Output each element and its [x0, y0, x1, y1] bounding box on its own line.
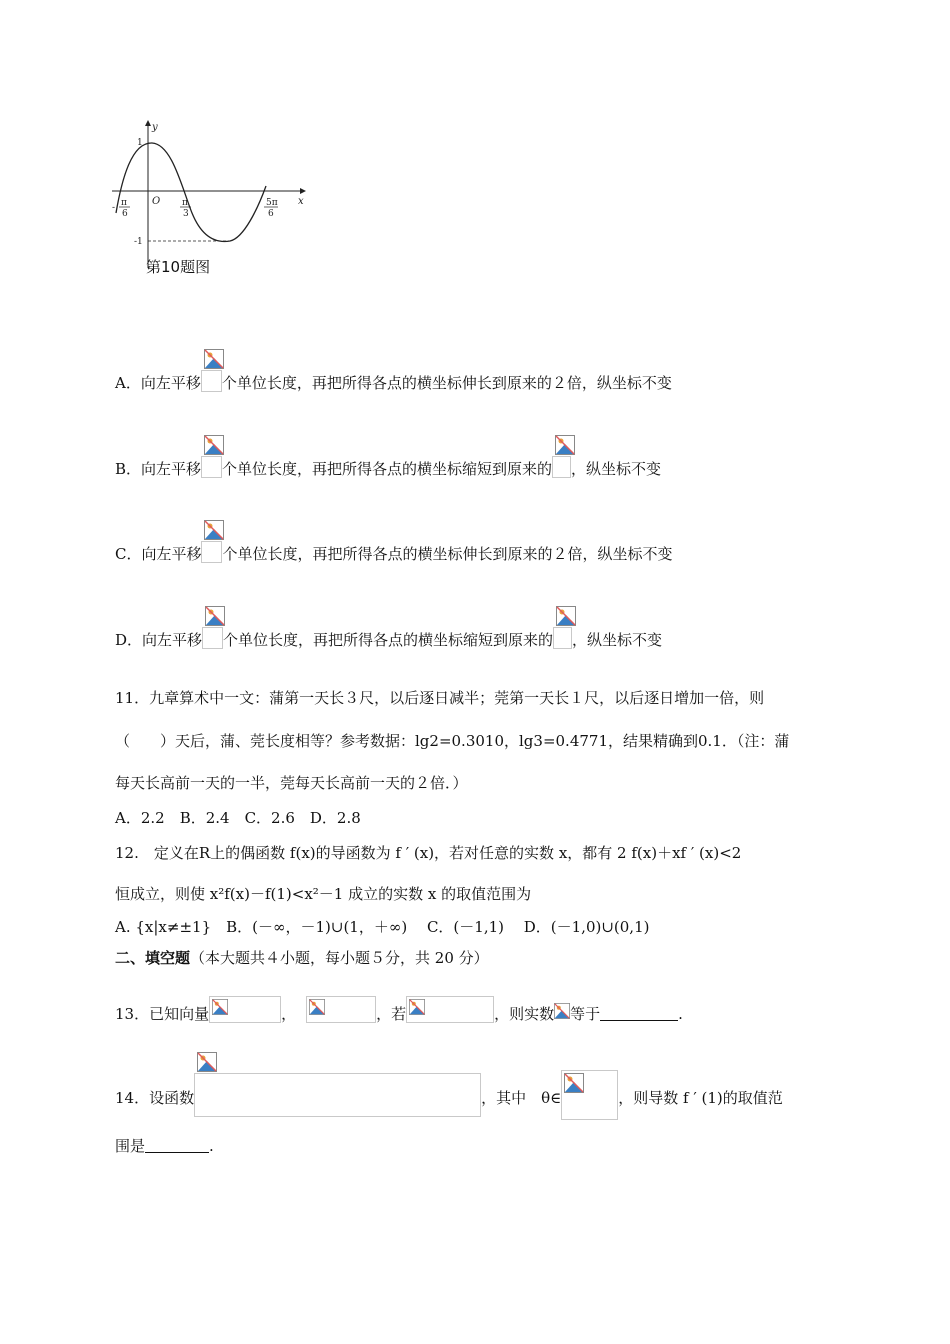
q13-mid: ，则实数: [494, 1005, 555, 1023]
q12-line-2: 恒成立，则使 x²f(x)－f(1)<x²－1 成立的实数 x 的取值范围为: [115, 885, 532, 903]
x-left-num: π: [121, 198, 127, 208]
q13-comma1: ，: [281, 1005, 297, 1023]
option-10-d: [115, 627, 662, 650]
theta-range-placeholder: [561, 1070, 618, 1120]
broken-image-icon: [564, 1073, 584, 1093]
q14-prefix: 14．设函数: [115, 1089, 195, 1107]
formula-placeholder: [553, 627, 572, 649]
broken-image-icon: [309, 999, 325, 1015]
option-10-c: [115, 541, 673, 564]
variable-placeholder: [554, 1003, 570, 1019]
sine-curve: [116, 143, 266, 242]
x-right-den: 6: [268, 209, 274, 219]
y-bottom-label: -1: [134, 237, 143, 247]
formula-placeholder: [552, 456, 571, 478]
option-tail: ，纵坐标不变: [572, 631, 663, 649]
option-10-b: [115, 456, 661, 479]
q14-line2: 围是: [115, 1137, 146, 1155]
q13-answer-blank[interactable]: [600, 1020, 678, 1021]
option-prefix: D．向左平移: [115, 631, 203, 649]
option-prefix: C．向左平移: [115, 545, 202, 563]
x-right-num: 5π: [266, 198, 278, 208]
option-text: 个单位长度，再把所得各点的横坐标缩短到原来的: [223, 631, 554, 649]
broken-image-icon: [212, 999, 228, 1015]
option-prefix: A．向左平移: [115, 374, 201, 392]
option-text: 个单位长度，再把所得各点的横坐标缩短到原来的: [222, 460, 553, 478]
q13-end: .: [678, 1005, 683, 1023]
section-title: 二、填空题: [115, 949, 191, 967]
q13-line: [115, 996, 683, 1024]
broken-image-icon: [197, 1052, 217, 1072]
q13-comma2: ，若: [376, 1005, 407, 1023]
formula-placeholder: [202, 627, 223, 649]
x-mid-den: 3: [183, 209, 189, 219]
option-text: 个单位长度，再把所得各点的横坐标伸长到原来的２倍，纵坐标不变: [222, 545, 673, 563]
condition-placeholder: [406, 996, 494, 1023]
option-tail: ，纵坐标不变: [571, 460, 662, 478]
q13-prefix: 13．已知向量: [115, 1005, 210, 1023]
q11-options: A．2.2 B．2.4 C．2.6 D．2.8: [115, 809, 361, 827]
broken-image-icon: [204, 435, 224, 455]
option-text: 个单位长度，再把所得各点的横坐标伸长到原来的２倍，纵坐标不变: [221, 374, 672, 392]
function-placeholder: [194, 1073, 481, 1117]
broken-image-icon: [554, 1003, 570, 1019]
x-axis-arrow: [300, 188, 306, 194]
q11-line-2: （ ）天后，蒲、莞长度相等？参考数据：lg2=0.3010，lg3=0.4771，结果精确到0.1．（注：蒲: [115, 732, 790, 750]
x-left-sign: -: [112, 203, 116, 213]
q12-options: A. {x|x≠±1} B．(－∞，－1)∪(1，＋∞) C．(－1,1) D．(－1,0)∪(0,1): [115, 918, 650, 936]
q13-suffix: 等于: [570, 1005, 601, 1023]
vector-a-placeholder: [209, 996, 281, 1023]
section-2-header: [115, 948, 489, 968]
q14-end: .: [209, 1137, 214, 1155]
section-note: （本大题共４小题，每小题５分，共 20 分）: [190, 949, 489, 967]
y-axis-arrow: [145, 120, 151, 126]
q11-line-3: 每天长高前一天的一半，莞每天长高前一天的２倍．）: [115, 774, 468, 792]
figure-10: [108, 118, 308, 288]
q14-suffix: ，则导数 f ′ (1)的取值范: [618, 1089, 783, 1107]
broken-image-icon: [409, 999, 425, 1015]
formula-placeholder: [201, 541, 222, 563]
formula-placeholder: [201, 370, 222, 392]
broken-image-icon: [204, 349, 224, 369]
broken-image-icon: [555, 435, 575, 455]
broken-image-icon: [205, 606, 225, 626]
x-label: x: [298, 196, 304, 207]
q14-line-1: [115, 1070, 783, 1120]
option-prefix: B．向左平移: [115, 460, 202, 478]
x-left-den: 6: [122, 209, 128, 219]
y-label: y: [152, 122, 158, 133]
broken-image-icon: [204, 520, 224, 540]
formula-placeholder: [201, 456, 222, 478]
q11-line-1: 11．九章算术中一文：蒲第一天长３尺，以后逐日减半；莞第一天长１尺，以后逐日增加一倍，则: [115, 689, 765, 707]
x-mid-num: π: [182, 198, 188, 208]
q12-line-1: 12. 定义在R上的偶函数 f(x)的导函数为 f ′ (x)，若对任意的实数 x，都有 2 f(x)＋xf ′ (x)<2: [115, 844, 742, 862]
option-10-a: [115, 370, 672, 393]
y-top-label: 1: [137, 138, 143, 148]
figure-caption: 第10题图: [146, 258, 211, 276]
origin-label: O: [152, 196, 161, 207]
broken-image-icon: [556, 606, 576, 626]
q14-line-2: [115, 1136, 214, 1156]
vector-b-placeholder: [306, 996, 376, 1023]
q14-answer-blank[interactable]: [145, 1152, 209, 1153]
q14-mid: ，其中 θ∈: [481, 1089, 562, 1107]
